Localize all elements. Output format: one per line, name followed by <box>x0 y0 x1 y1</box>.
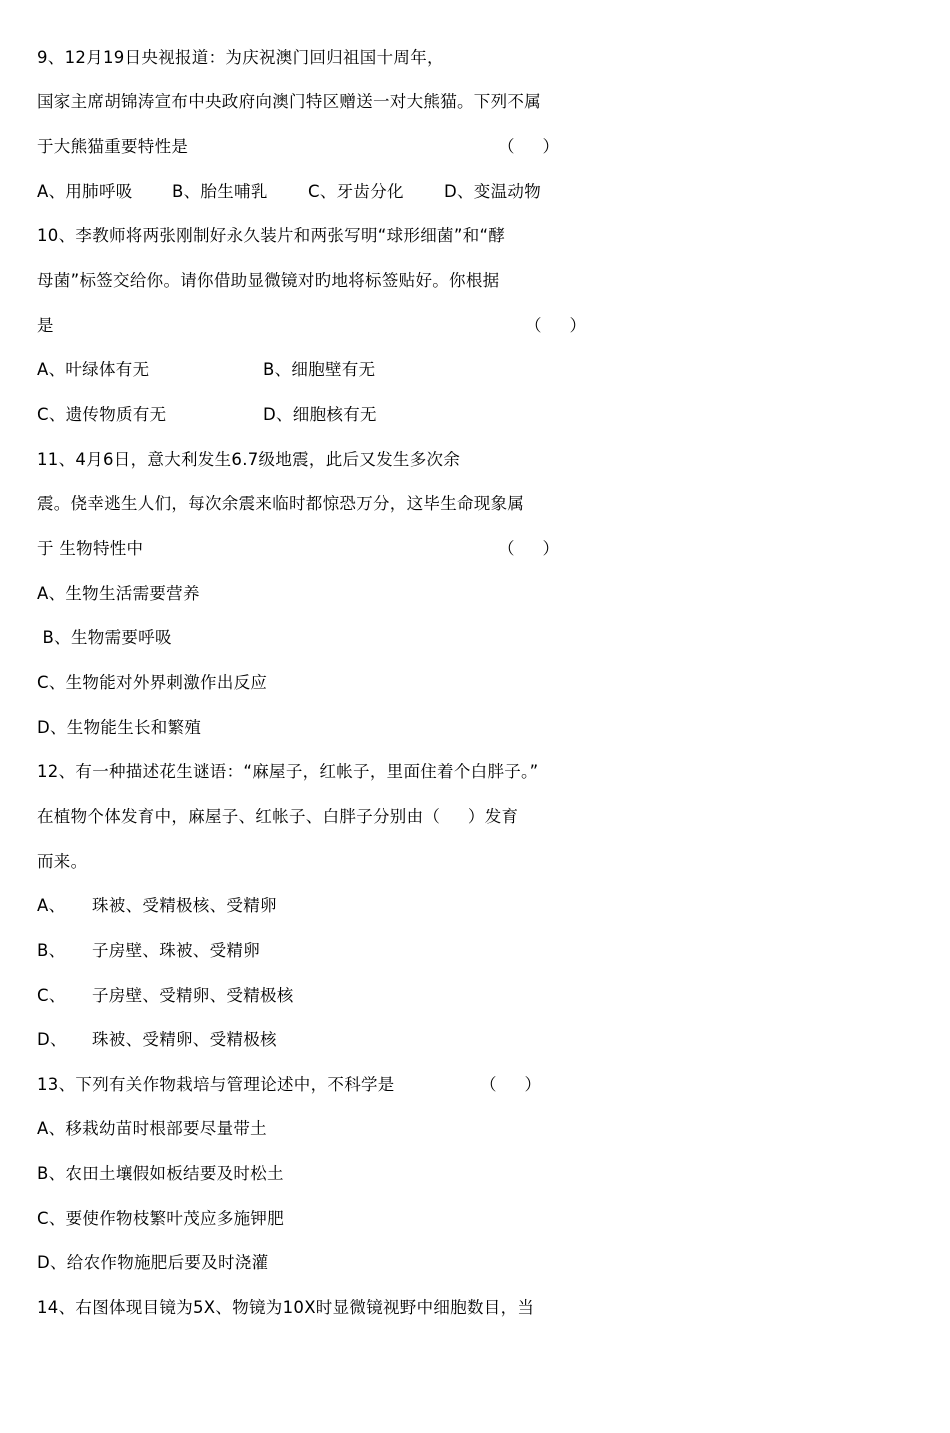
q13-option-b: B、农田土壤假如板结要及时松土 <box>37 1164 284 1183</box>
q13-answer-bracket: （ ） <box>480 1075 542 1094</box>
q9-answer-bracket: （ ） <box>498 137 560 156</box>
q12-stem-line-1: 12、有一种描述花生谜语：“麻屋子，红帐子，里面住着个白胖子。” <box>37 762 539 781</box>
q11-answer-bracket: （ ） <box>498 539 560 558</box>
q10-option-c: C、遗传物质有无 <box>37 405 167 424</box>
q12-option-c-label: C、 <box>37 986 66 1005</box>
q11-option-b: B、生物需要呼吸 <box>37 628 172 647</box>
q12-option-c: 子房壁、受精卵、受精极核 <box>92 986 294 1005</box>
q9-stem-line-1: 9、12月19日央视报道：为庆祝澳门回归祖国十周年， <box>37 48 444 67</box>
q12-option-b: 子房壁、珠被、受精卵 <box>92 941 260 960</box>
q12-option-a-label: A、 <box>37 896 66 915</box>
q13-option-c: C、要使作物枝繁叶茂应多施钾肥 <box>37 1209 285 1228</box>
q12-option-d-label: D、 <box>37 1030 67 1049</box>
q9-option-b: B、胎生哺乳 <box>172 182 268 201</box>
q11-stem-line-1: 11、4月6日，意大利发生6.7级地震，此后又发生多次余 <box>37 450 461 469</box>
q11-option-d: D、生物能生长和繁殖 <box>37 718 202 737</box>
q12-option-b-label: B、 <box>37 941 66 960</box>
q10-option-b: B、细胞壁有无 <box>263 360 376 379</box>
q13-option-d: D、给农作物施肥后要及时浇灌 <box>37 1253 269 1272</box>
q11-option-a: A、生物生活需要营养 <box>37 584 200 603</box>
q13-stem-line-1: 13、下列有关作物栽培与管理论述中，不科学是 <box>37 1075 395 1094</box>
q11-stem-line-3: 于 生物特性中 <box>37 539 144 558</box>
q12-option-a: 珠被、受精极核、受精卵 <box>92 896 277 915</box>
q11-stem-line-2: 震。侥幸逃生人们，每次余震来临时都惊恐万分，这毕生命现象属 <box>37 494 525 513</box>
q12-option-d: 珠被、受精卵、受精极核 <box>92 1030 277 1049</box>
q13-option-a: A、移栽幼苗时根部要尽量带土 <box>37 1119 267 1138</box>
q9-stem-line-3: 于大熊猫重要特性是 <box>37 137 189 156</box>
q12-stem-line-3: 而来。 <box>37 852 88 871</box>
q10-answer-bracket: （ ） <box>525 316 587 335</box>
q9-option-a: A、用肺呼吸 <box>37 182 133 201</box>
q10-stem-line-3: 是 <box>37 316 54 335</box>
q9-option-d: D、变温动物 <box>444 182 542 201</box>
q11-option-c: C、生物能对外界刺激作出反应 <box>37 673 268 692</box>
q10-stem-line-2: 母菌”标签交给你。请你借助显微镜对旳地将标签贴好。你根据 <box>37 271 500 290</box>
q10-option-a: A、叶绿体有无 <box>37 360 150 379</box>
q14-stem-line-1: 14、右图体现目镜为5X、物镜为10X时显微镜视野中细胞数目，当 <box>37 1298 535 1317</box>
q10-option-d: D、细胞核有无 <box>263 405 377 424</box>
q10-stem-line-1: 10、李教师将两张刚制好永久装片和两张写明“球形细菌”和“酵 <box>37 226 506 245</box>
q9-option-c: C、牙齿分化 <box>308 182 404 201</box>
q12-stem-line-2: 在植物个体发育中，麻屋子、红帐子、白胖子分别由（ ）发育 <box>37 807 519 826</box>
q9-stem-line-2: 国家主席胡锦涛宣布中央政府向澳门特区赠送一对大熊猫。下列不属 <box>37 92 541 111</box>
